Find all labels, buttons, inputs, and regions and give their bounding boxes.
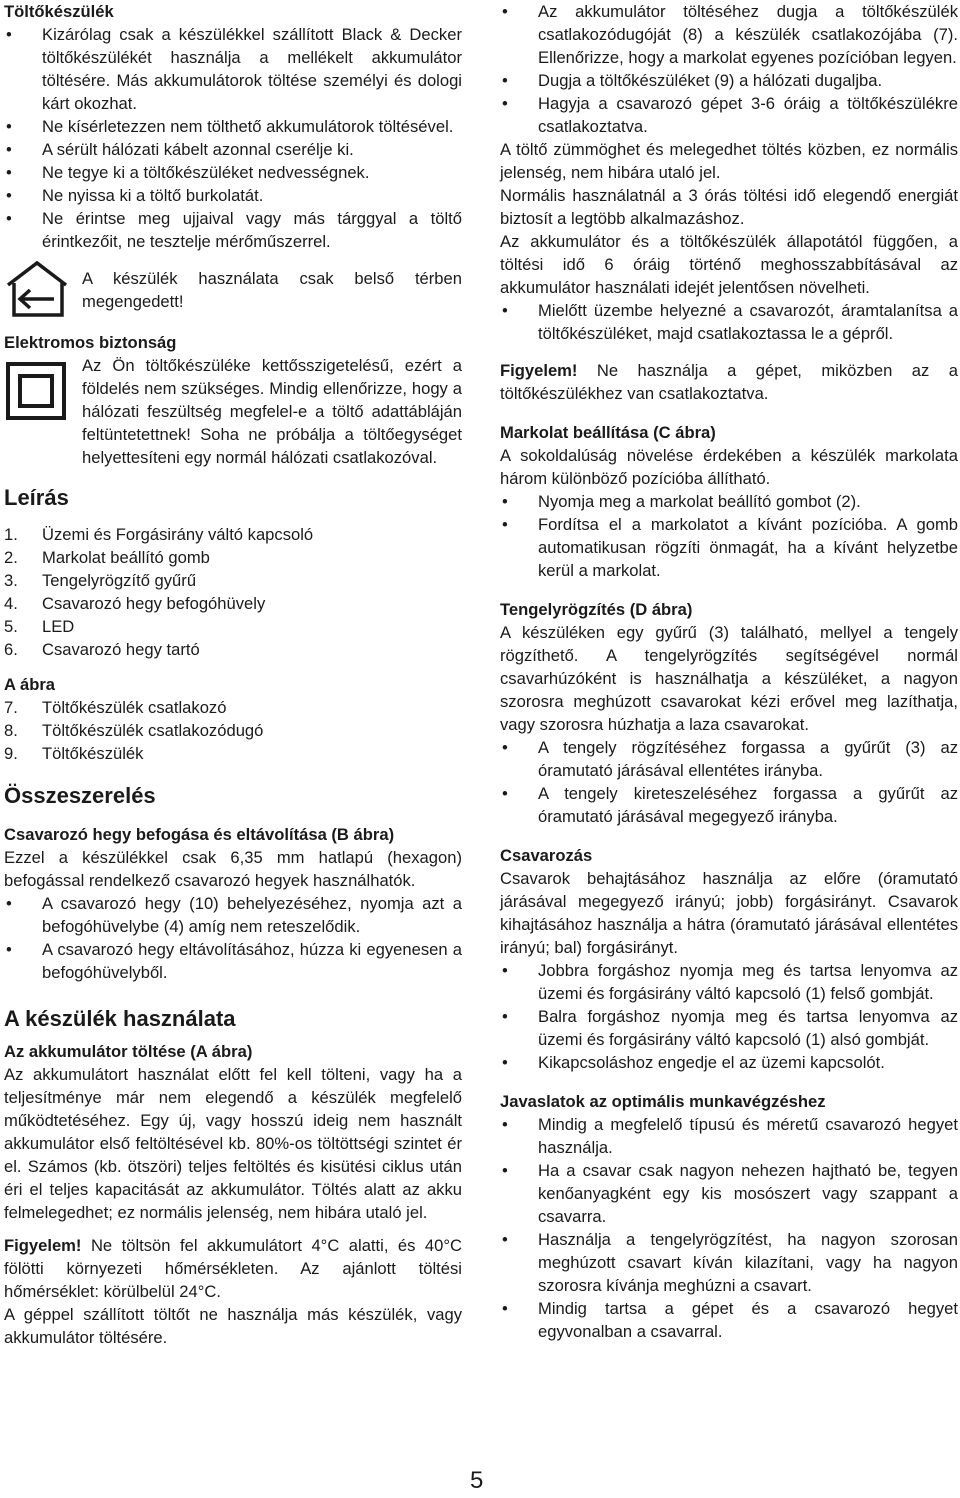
- list-item: • A tengely kireteszeléséhez forgassa a gyűrűt az óramutató járásával megegyező irányba.: [500, 782, 958, 828]
- fig-a-list: [4, 696, 462, 765]
- assembly-text: Ezzel a készülékkel csak 6,35 mm hatlapú (hexagon) befogással rendelkező csavarozó hegyek használhatók.: [4, 848, 462, 890]
- list-item: • A csavarozó hegy eltávolításához, húzza ki egyenesen a befogóhüvelyből.: [4, 938, 462, 984]
- list-item: • Ne tegye ki a töltőkészüléket nedvességnek.: [4, 161, 462, 184]
- list-item: • A tengely rögzítéséhez forgassa a gyűrűt (3) az óramutató járásával ellentétes irányba.: [500, 736, 958, 782]
- list-item: • Kizárólag csak a készülékkel szállított Black & Decker töltőkészülékét használja a mellékelt akkumulátor töltésére. Más akkumulátorok töltése személyi és dologi kárt okozhat.: [4, 23, 462, 115]
- extended-charge-note: Az akkumulátor és a töltőkészülék állapotától függően, a töltési idő 6 óráig történő meghosszabbításával az akkumulátor használati idejét jelentősen növelheti.: [500, 232, 958, 297]
- description-list: [4, 523, 462, 661]
- list-item: • Nyomja meg a markolat beállító gombot (2).: [500, 490, 958, 513]
- spindle-bullets: [500, 736, 958, 828]
- list-item: • Dugja a töltőkészüléket (9) a hálózati dugaljba.: [500, 69, 958, 92]
- charging-text: Az akkumulátort használat előtt fel kell tölteni, vagy ha a teljesítménye már nem elegendő a készülék megfelelő működtetéséhez. Egy új, vagy hosszú ideig nem használt akkumulátor első feltöltésével kb. 80%-os töltöttségi szintet ér el. Számos (kb. ötszöri) teljes feltöltés és kisütési ciklus után éri el teljes kapacitását az akkumulátor. Töltés alatt az akku felmelegedhet; ez normális jelenség, nem hibára utaló jel.: [4, 1065, 462, 1222]
- list-item: • Fordítsa el a markolatot a kívánt pozícióba. A gomb automatikusan rögzíti önmagát, ha a kívánt helyzetbe kerül a markolat.: [500, 513, 958, 582]
- list-item: • Jobbra forgáshoz nyomja meg és tartsa lenyomva az üzemi és forgásirány váltó kapcsoló (1) felső gombját.: [500, 959, 958, 1005]
- charge-time-note: Normális használatnál a 3 órás töltési idő elegendő energiát biztosít a legtöbb alkalmazáshoz.: [500, 186, 958, 228]
- handle-title: Markolat beállítása (C ábra): [500, 423, 716, 442]
- tips-bullets: [500, 1113, 958, 1343]
- list-item: • A csavarozó hegy (10) behelyezéséhez, nyomja azt a befogóhüvelybe (4) amíg nem reteszelődik.: [4, 892, 462, 938]
- electrical-section: [4, 354, 462, 469]
- fig-a-title: A ábra: [4, 675, 56, 694]
- spindle-title: Tengelyrögzítés (D ábra): [500, 600, 693, 619]
- charging-warning: Figyelem! Ne töltsön fel akkumulátort 4°C alatti, és 40°C fölötti környezeti hőmérsékleten. Az ajánlott töltési hőmérséklet: körülbelül 24°C.: [4, 1236, 462, 1301]
- charger-bullets: [4, 23, 462, 253]
- list-item: • Balra forgáshoz nyomja meg és tartsa lenyomva az üzemi és forgásirány váltó kapcsoló (1) alsó gombját.: [500, 1005, 958, 1051]
- hum-note: A töltő zümmöghet és melegedhet töltés közben, ez normális jelenség, nem hibára utaló jel.: [500, 140, 958, 182]
- list-item: 4. Csavarozó hegy befogóhüvely: [4, 594, 266, 613]
- double-insulation-icon: [4, 354, 82, 426]
- list-item: • Mindig tartsa a gépet és a csavarozó hegyet egyvonalban a csavarral.: [500, 1297, 958, 1343]
- list-item: 7. Töltőkészülék csatlakozó: [4, 698, 227, 717]
- charger-usage-note: A géppel szállított töltőt ne használja más készülék, vagy akkumulátor töltésére.: [4, 1305, 462, 1347]
- list-item: • Mielőtt üzembe helyezné a csavarozót, áramtalanítsa a töltőkészüléket, majd csatlakoztassa le a gépről.: [500, 299, 958, 345]
- list-item: 8. Töltőkészülék csatlakozódugó: [4, 721, 264, 740]
- usage-title: A készülék használata: [4, 1006, 236, 1031]
- indoor-note: [4, 259, 462, 325]
- list-item: • Használja a tengelyrögzítést, ha nagyon szorosan meghúzott csavart kíván kilazítani, vagy ha nagyon szorosra kívánja meghúzni a csavart.: [500, 1228, 958, 1297]
- list-item: • Ne nyissa ki a töltő burkolatát.: [4, 184, 462, 207]
- screwing-text: Csavarok behajtásához használja az előre (óramutató járásával megegyező irányú; jobb) forgásirányt. Csavarok kihajtásához használja a hátra (óramutató járásával ellentétes irányú; bal) forgásirányt.: [500, 869, 958, 957]
- screwing-title: Csavarozás: [500, 846, 593, 865]
- description-title: Leírás: [4, 485, 69, 510]
- list-item: • Ne kísérletezzen nem tölthető akkumulátorok töltésével.: [4, 115, 462, 138]
- tips-title: Javaslatok az optimális munkavégzéshez: [500, 1092, 826, 1111]
- right-warning: Figyelem! Ne használja a gépet, miközben az a töltőkészülékhez van csatlakoztatva.: [500, 361, 958, 403]
- list-item: • Mindig a megfelelő típusú és méretű csavarozó hegyet használja.: [500, 1113, 958, 1159]
- right-column: [500, 0, 958, 1343]
- charge-steps: [500, 0, 958, 138]
- left-column: [4, 0, 462, 1349]
- list-item: 5. LED: [4, 617, 75, 636]
- handle-bullets: [500, 490, 958, 582]
- electrical-text: Az Ön töltőkészüléke kettősszigetelésű, ezért a földelés nem szükséges. Mindig ellenőrizze, hogy a hálózati feszültség megfelel-e a töltő adattábláján feltüntetettnek! Soha ne próbálja a töltőegységet helyettesíteni egy normál hálózati csatlakozóval.: [82, 356, 462, 467]
- list-item: 2. Markolat beállító gomb: [4, 548, 210, 567]
- handle-text: A sokoldalúság növelése érdekében a készülék markolata három különböző pozícióba állítható.: [500, 446, 958, 488]
- indoor-use-icon: [4, 259, 82, 325]
- list-item: • Ne érintse meg ujjaival vagy más tárggyal a töltő érintkezőit, ne tesztelje mérőműszerrel.: [4, 207, 462, 253]
- assembly-title: Összeszerelés: [4, 783, 156, 808]
- list-item: 3. Tengelyrögzítő gyűrű: [4, 571, 197, 590]
- list-item: 6. Csavarozó hegy tartó: [4, 640, 200, 659]
- indoor-note-text: A készülék használata csak belső térben megengedett!: [82, 269, 462, 311]
- list-item: 1. Üzemi és Forgásirány váltó kapcsoló: [4, 525, 314, 544]
- list-item: • Kikapcsoláshoz engedje el az üzemi kapcsolót.: [500, 1051, 958, 1074]
- electrical-title: Elektromos biztonság: [4, 333, 177, 352]
- page-number: 5: [470, 1467, 484, 1494]
- list-item: 9. Töltőkészülék: [4, 744, 144, 763]
- spindle-text: A készüléken egy gyűrű (3) található, mellyel a tengely rögzíthető. A tengelyrögzítés segítségével normál csavarhúzóként is használhatja a készüléket, a nagyon szorosra meghúzott csavarokat kézi erővel meg lazíthatja, vagy szorosra húzhatja a laza csavarokat.: [500, 623, 958, 734]
- assembly-bullets: [4, 892, 462, 984]
- warning-label: Figyelem!: [4, 1236, 82, 1255]
- list-item: • Ha a csavar csak nagyon nehezen hajtható be, tegyen kenőanyagként egy kis mosószert vagy szappant a csavarra.: [500, 1159, 958, 1228]
- list-item: • A sérült hálózati kábelt azonnal cserélje ki.: [4, 138, 462, 161]
- disconnect-bullet: [500, 299, 958, 345]
- charging-subtitle: Az akkumulátor töltése (A ábra): [4, 1042, 253, 1061]
- screwing-bullets: [500, 959, 958, 1074]
- warning-label: Figyelem!: [500, 361, 578, 380]
- list-item: • Az akkumulátor töltéséhez dugja a töltőkészülék csatlakozódugóját (8) a készülék csatlakozójába (7). Ellenőrizze, hogy a markolat egyenes pozícióban legyen.: [500, 0, 958, 69]
- assembly-subtitle: Csavarozó hegy befogása és eltávolítása (B ábra): [4, 825, 395, 844]
- list-item: • Hagyja a csavarozó gépet 3-6 óráig a töltőkészülékre csatlakoztatva.: [500, 92, 958, 138]
- charger-title: Töltőkészülék: [4, 2, 114, 21]
